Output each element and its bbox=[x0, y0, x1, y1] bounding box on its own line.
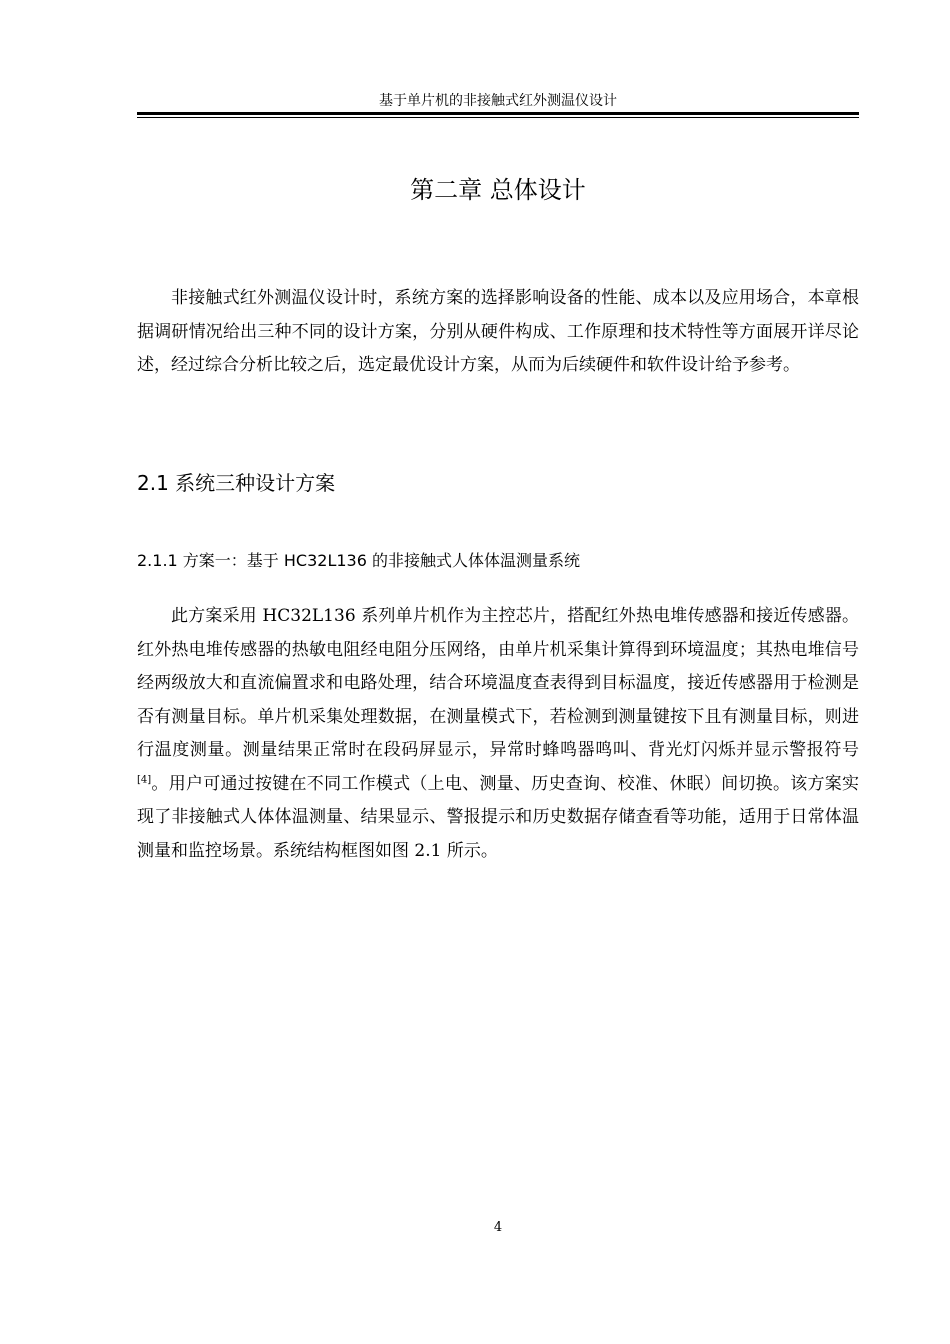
body-text-after-citation: 。用户可通过按键在不同工作模式（上电、测量、历史查询、校准、休眠）间切换。该方案实现了非接触式人体体温测量、结果显示、警报提示和历史数据存储查看等功能，适用于日常体温测量和监控场景。系统结构框图如图 2.1 所示。 bbox=[137, 773, 859, 861]
chapter-title: 第二章 总体设计 bbox=[410, 176, 586, 204]
body-text-before-citation: 此方案采用 HC32L136 系列单片机作为主控芯片，搭配红外热电堆传感器和接近传感器。红外热电堆传感器的热敏电阻经电阻分压网络，由单片机采集计算得到环境温度；其热电堆信号经两级放大和直流偏置求和电路处理，结合环境温度查表得到目标温度，接近传感器用于检测是否有测量目标。单片机采集处理数据，在测量模式下，若检测到测量键按下且有测量目标，则进行温度测量。测量结果正常时在段码屏显示，异常时蜂鸣器鸣叫、背光灯闪烁并显示警报符号 bbox=[137, 606, 859, 760]
intro-paragraph: 非接触式红外测温仪设计时，系统方案的选择影响设备的性能、成本以及应用场合，本章根据调研情况给出三种不同的设计方案，分别从硬件构成、工作原理和技术特性等方面展开详尽论述，经过综合分析比较之后，选定最优设计方案，从而为后续硬件和软件设计给予参考。 bbox=[137, 288, 859, 375]
section-heading: 2.1 系统三种设计方案 bbox=[137, 471, 336, 495]
header-rule-thick bbox=[137, 112, 859, 115]
page-number: 4 bbox=[493, 1220, 503, 1235]
citation-reference: [4] bbox=[137, 773, 152, 785]
body-paragraph bbox=[137, 600, 859, 868]
subsection-heading: 2.1.1 方案一：基于 HC32L136 的非接触式人体体温测量系统 bbox=[137, 551, 580, 570]
header-rule-thin bbox=[137, 117, 859, 118]
running-header: 基于单片机的非接触式红外测温仪设计 bbox=[379, 93, 617, 109]
